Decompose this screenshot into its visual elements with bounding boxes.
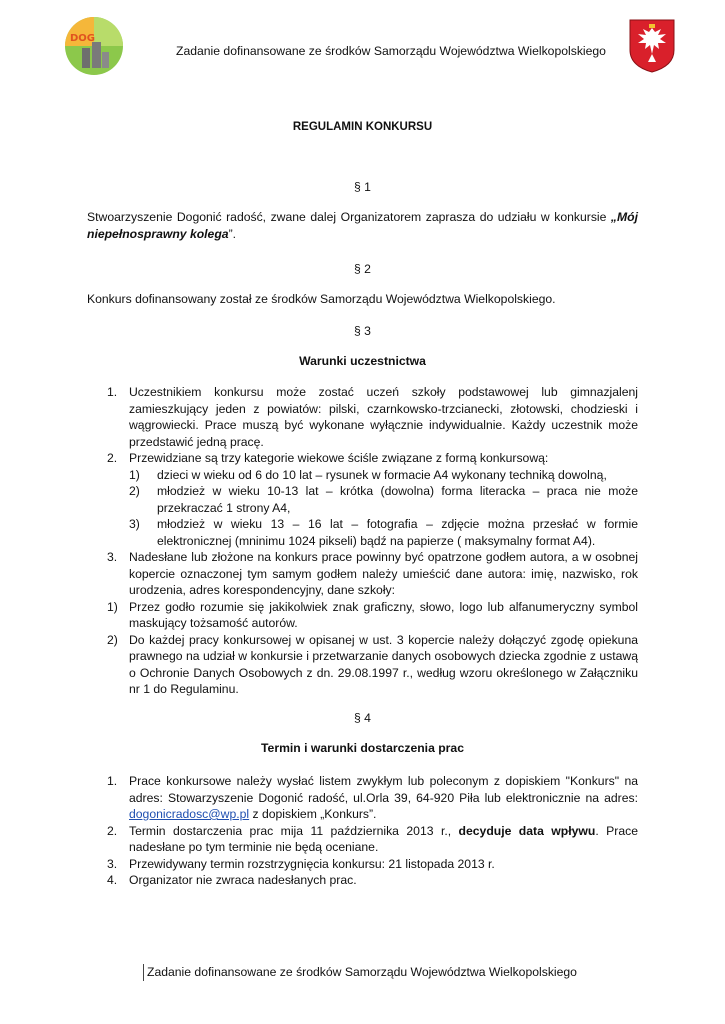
section-2-text: Konkurs dofinansowany został ze środków Samorządu Województwa Wielkopolskiego. <box>87 292 556 306</box>
footer-divider <box>143 964 144 981</box>
sub-item-number: 1) <box>129 467 140 482</box>
sub-list-item <box>87 483 638 516</box>
organization-logo <box>64 16 124 76</box>
sub-list-item <box>87 467 638 484</box>
list-item-text: Przewidywany termin rozstrzygnięcia konkursu: 21 listopada 2013 r. <box>129 856 495 871</box>
list-item-number: 2) <box>107 632 118 647</box>
sub-item-text: młodzież w wieku 10-13 lat – krótka (dowolna) forma literacka – praca nie może przekraczać 1 strony A4, <box>157 484 638 515</box>
page-title: REGULAMIN KONKURSU <box>292 121 433 133</box>
list-item <box>87 632 638 698</box>
list-item-number: 1. <box>107 774 118 788</box>
section-1-text-a: Stwoarzyszenie Dogonić radość, zwane dalej Organizatorem zaprasza do udziału w konkursie <box>87 210 611 224</box>
email-link[interactable]: dogonicradosc@wp.pl <box>129 807 250 821</box>
deadline-note: decyduje data wpływu <box>458 823 596 838</box>
list-item-text: Do każdej pracy konkursowej w opisanej w ust. 3 kopercie należy dołączyć zgodę opiekuna prawnego na udział w konkursie i przetwarzanie danych osobowych dziecka zgodnie z ustawą o Ochronie Danych Osobowych z dn. 29.08.1997 r., według wzoru określonego w Załączniku nr 1 do Regulaminu. <box>129 632 638 696</box>
sub-item-text: dzieci w wieku od 6 do 10 lat – rysunek w formacie A4 wykonany techniką dowolną, <box>157 467 607 482</box>
list-item-text: Termin dostarczenia prac mija 11 października 2013 r., <box>129 823 459 838</box>
sub-item-number: 3) <box>129 517 140 531</box>
svg-text:DOG: DOG <box>70 33 96 44</box>
section-mark-4: § 4 <box>354 711 371 725</box>
list-item-text: Przez godło rozumie się jakikolwiek znak graficzny, słowo, logo lub alfanumeryczny symbol maskujący tożsamość autorów. <box>129 599 638 630</box>
sub-list-item <box>87 516 638 549</box>
section-mark-1: § 1 <box>354 180 371 194</box>
list-item-number: 2. <box>107 451 118 465</box>
list-item-text: Uczestnikiem konkursu może zostać uczeń szkoły podstawowej lub gimnazjalenj zamieszkujący jeden z powiatów: pilski, czarnkowsko-trzcianecki, złotowski, chodzieski i wągrowiecki. Prace muszą być wykonane wyłącznie indywidualnie. Każdy uczestnik może przedstawić jedną pracę. <box>129 385 638 449</box>
list-item-number: 2. <box>107 823 118 838</box>
sub-item-number: 2) <box>129 484 140 498</box>
list-item-text: Przewidziane są trzy kategorie wiekowe ściśle związane z formą konkursową: <box>129 451 549 465</box>
list-item-number: 3. <box>107 550 118 564</box>
list-item <box>87 384 638 450</box>
list-item <box>87 872 638 889</box>
list-item <box>87 549 638 599</box>
wielkopolska-crest-icon <box>628 18 676 74</box>
section-4-heading: Termin i warunki dostarczenia prac <box>261 741 464 755</box>
section-3-list <box>87 384 638 698</box>
section-1-text-c: ”. <box>228 227 237 241</box>
section-3-heading: Warunki uczestnictwa <box>299 354 426 368</box>
contest-name: „Mój niepełnosprawny kolega <box>87 210 638 241</box>
list-item-number: 1) <box>107 599 118 614</box>
section-mark-3: § 3 <box>354 324 371 338</box>
section-4-list <box>87 773 638 889</box>
list-item-text-tail: z dopiskiem „Konkurs”. <box>249 807 377 821</box>
list-item-text-tail: . Prace nadesłane po tym terminie nie będą oceniane. <box>129 823 638 854</box>
list-item <box>87 450 638 467</box>
footer-text: Zadanie dofinansowane ze środków Samorządu Województwa Wielkopolskiego <box>147 965 577 979</box>
list-item-text: Organizator nie zwraca nadesłanych prac. <box>129 873 357 887</box>
list-item-number: 3. <box>107 856 118 871</box>
list-item <box>87 856 638 873</box>
section-mark-2: § 2 <box>354 262 371 276</box>
sub-item-text: młodzież w wieku 13 – 16 lat – fotografia – zdjęcie można przesłać w formie elektronicznej (mninimu 1024 pikseli) bądź na papierze ( maksymalny format A4). <box>157 517 638 548</box>
list-item <box>87 773 638 823</box>
section-1-text <box>87 209 638 243</box>
list-item-text: Nadesłane lub złożone na konkurs prace powinny być opatrzone godłem autora, a w osobnej kopercie oznaczonej tym samym godłem należy umieścić dane autora: imię, nazwisko, rok urodzenia, adres korespondencyjny, dane szkoły: <box>129 550 638 597</box>
list-item <box>87 823 638 856</box>
list-item <box>87 599 638 632</box>
list-item-text: Prace konkursowe należy wysłać listem zwykłym lub poleconym z dopiskiem "Konkurs" na adres: Stowarzyszenie Dogonić radość, ul.Orla 39, 64-920 Piła lub elektronicznie na adres: <box>129 774 638 805</box>
list-item-number: 1. <box>107 385 118 399</box>
header-text: Zadanie dofinansowane ze środków Samorządu Województwa Wielkopolskiego <box>176 44 606 58</box>
list-item-number: 4. <box>107 873 118 887</box>
